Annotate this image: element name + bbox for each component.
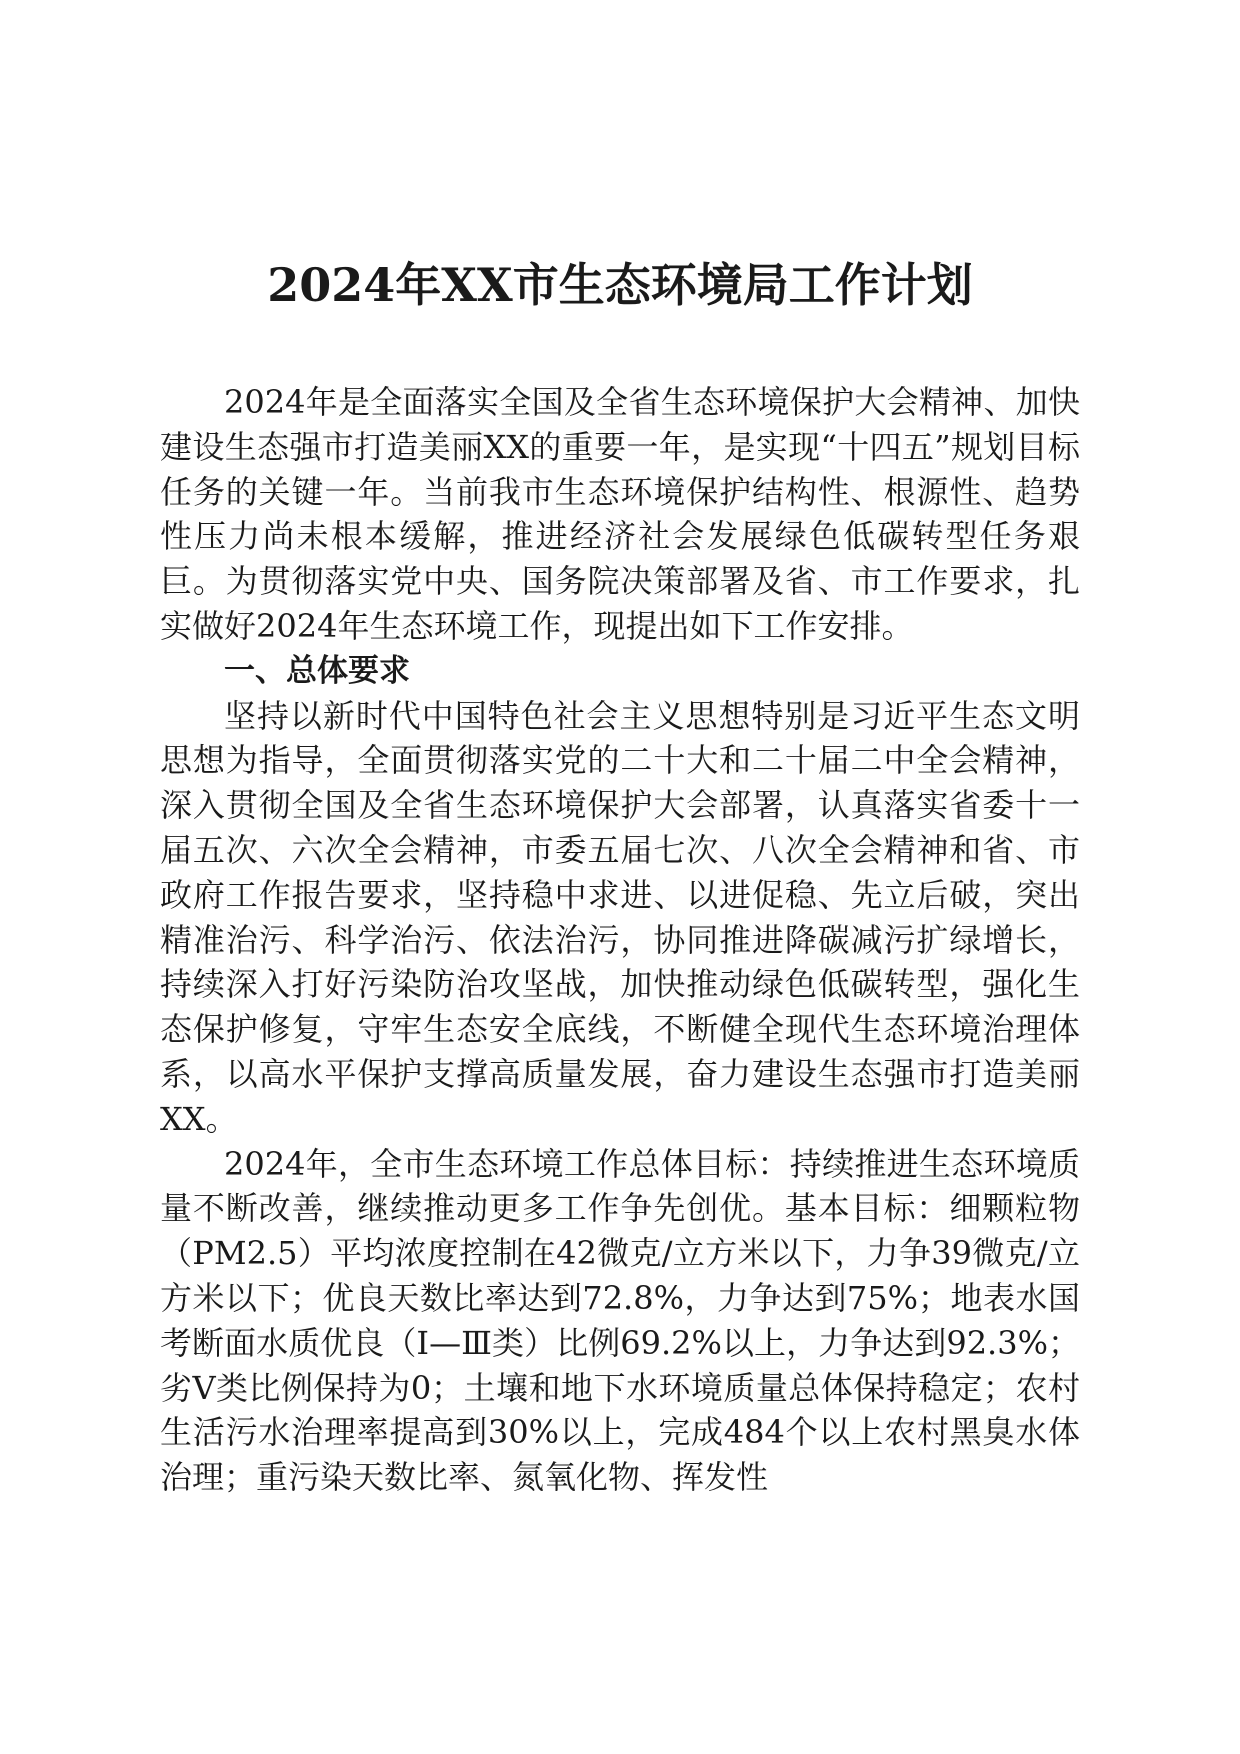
section-paragraph: 坚持以新时代中国特色社会主义思想特别是习近平生态文明思想为指导，全面贯彻落实党的二十大和二十届二中全会精神，深入贯彻全国及全省生态环境保护大会部署，认真落实省委十一届五次、六次全会精神，市委五届七次、八次全会精神和省、市政府工作报告要求，坚持稳中求进、以进促稳、先立后破，突出精准治污、科学治污、依法治污，协同推进降碳减污扩绿增长，持续深入打好污染防治攻坚战，加快推动绿色低碳转型，强化生态保护修复，守牢生态安全底线，不断健全现代生态环境治理体系，以高水平保护支撑高质量发展，奋力建设生态强市打造美丽XX。: [160, 696, 1080, 1138]
document-body: [160, 380, 1080, 1500]
document-title: 2024年XX市生态环境局工作计划: [267, 258, 973, 312]
intro-paragraph: 2024年是全面落实全国及全省生态环境保护大会精神、加快建设生态强市打造美丽XX的重要一年，是实现“十四五”规划目标任务的关键一年。当前我市生态环境保护结构性、根源性、趋势性压力尚未根本缓解，推进经济社会发展绿色低碳转型任务艰巨。为贯彻落实党中央、国务院决策部署及省、市工作要求，扎实做好2024年生态环境工作，现提出如下工作安排。: [160, 383, 1080, 645]
section-heading-overall-requirements: 一、总体要求: [224, 652, 410, 689]
section-paragraph: 2024年，全市生态环境工作总体目标：持续推进生态环境质量不断改善，继续推动更多工作争先创优。基本目标：细颗粒物（PM2.5）平均浓度控制在42微克/立方米以下，力争39微克/立方米以下；优良天数比率达到72.8%，力争达到75%；地表水国考断面水质优良（Ⅰ—Ⅲ类）比例69.2%以上，力争达到92.3%；劣Ⅴ类比例保持为0；土壤和地下水环境质量总体保持稳定；农村生活污水治理率提高到30%以上，完成484个以上农村黑臭水体治理；重污染天数比率、氮氧化物、挥发性: [160, 1144, 1080, 1497]
